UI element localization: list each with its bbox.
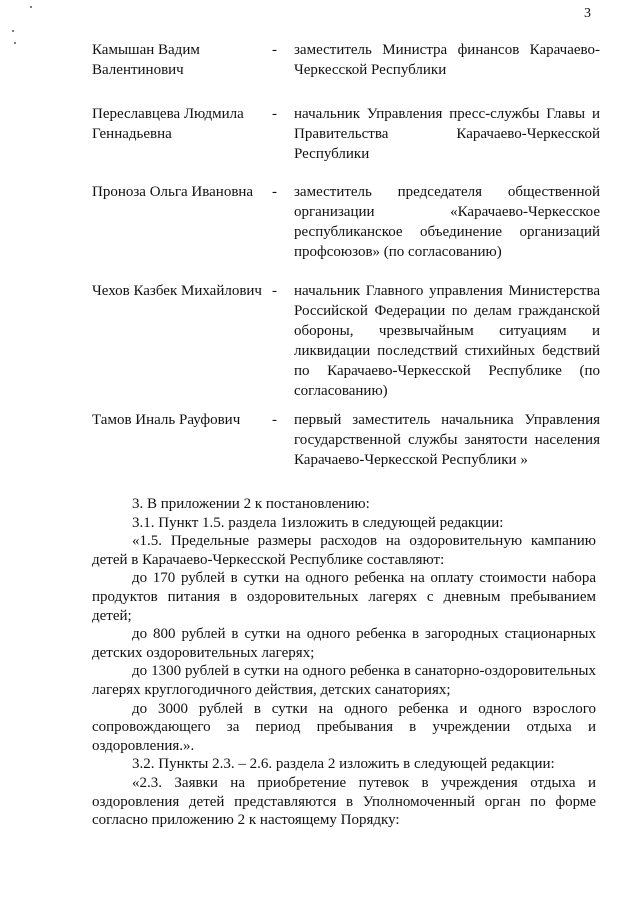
- member-name: Переславцева Людмила Геннадьевна: [92, 106, 244, 142]
- paragraph: «1.5. Предельные размеры расходов на оздоровительную кампанию детей в Карачаево-Черкесской Республике составляют:: [92, 533, 596, 568]
- member-row: [92, 410, 600, 470]
- member-role: заместитель председателя общественной организации «Карачаево-Черкесское республиканское объединение организаций профсоюзов» (по согласованию): [294, 184, 600, 260]
- scan-speck: [12, 30, 14, 32]
- member-name: Чехов Казбек Михайлович: [92, 283, 262, 299]
- member-row: [92, 40, 600, 80]
- paragraph: до 1300 рублей в сутки на одного ребенка в санаторно-оздоровительных лагерях круглогодичного действия, детских санаториях;: [92, 663, 596, 698]
- member-role: первый заместитель начальника Управления государственной службы занятости населения Карачаево-Черкесской Республики »: [294, 412, 600, 468]
- paragraph: 3.2. Пункты 2.3. – 2.6. раздела 2 изложить в следующей редакции:: [132, 756, 555, 773]
- member-row: [92, 182, 600, 262]
- paragraph: «2.3. Заявки на приобретение путевок в учреждения отдыха и оздоровления детей представляются в Уполномоченный орган по форме согласно приложению 2 к настоящему Порядку:: [92, 774, 596, 829]
- scan-speck: [14, 42, 16, 44]
- member-row: [92, 104, 600, 164]
- member-name: Камышан Вадим Валентинович: [92, 42, 200, 78]
- member-role: заместитель Министра финансов Карачаево-Черкесской Республики: [294, 42, 600, 78]
- member-dash: -: [272, 106, 277, 122]
- member-role: начальник Главного управления Министерства Российской Федерации по делам гражданской обороны, чрезвычайным ситуациям и ликвидации последствий стихийных бедствий по Карачаево-Черкесской Республике (по согласованию): [294, 283, 600, 399]
- member-dash: -: [272, 412, 277, 428]
- paragraph: 3. В приложении 2 к постановлению:: [132, 496, 370, 512]
- member-name: Тамов Иналь Рауфович: [92, 412, 241, 428]
- member-role: начальник Управления пресс-службы Главы и Правительства Карачаево-Черкесской Республики: [294, 106, 600, 162]
- paragraph: до 170 рублей в сутки на одного ребенка на оплату стоимости набора продуктов питания в оздоровительных лагерях с дневным пребыванием детей;: [92, 570, 596, 624]
- member-row: [92, 281, 600, 401]
- member-dash: -: [272, 283, 277, 299]
- member-dash: -: [272, 184, 277, 200]
- paragraph: до 3000 рублей в сутки на одного ребенка и одного взрослого сопровождающего за период пребывания в учреждении отдыха и оздоровления.».: [92, 700, 596, 754]
- page-number: 3: [584, 6, 591, 21]
- member-dash: -: [272, 42, 277, 58]
- scan-speck: [30, 6, 32, 8]
- paragraph: 3.1. Пункт 1.5. раздела 1изложить в следующей редакции:: [132, 514, 504, 531]
- paragraph: до 800 рублей в сутки на одного ребенка в загородных стационарных детских оздоровительных лагерях;: [92, 626, 596, 661]
- body-text: [92, 495, 596, 830]
- member-name: Проноза Ольга Ивановна: [92, 184, 254, 200]
